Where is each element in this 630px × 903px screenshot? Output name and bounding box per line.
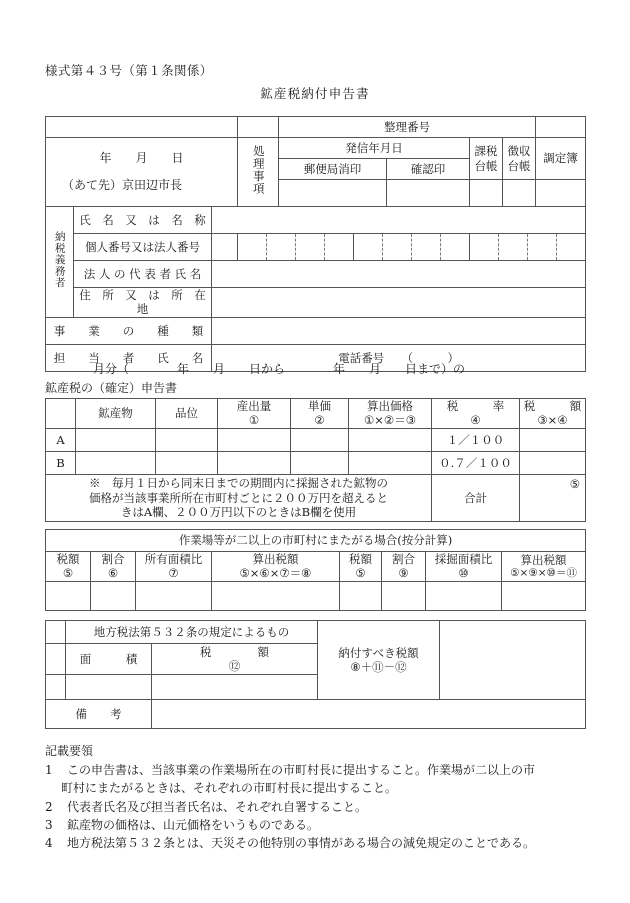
- taxpayer-number-box-2[interactable]: [267, 234, 296, 260]
- appo-header-6-l2: ⑩: [458, 566, 469, 581]
- mineral-tax-amount-header-l1: 税 額: [523, 399, 582, 413]
- instructions-section: [45, 742, 601, 852]
- business-type-label: 事 業 の 種 類: [46, 317, 212, 344]
- collection-ledger-line2: 台帳: [507, 158, 531, 173]
- taxpayer-name-field[interactable]: [212, 207, 586, 234]
- post-office-stamp-label: 郵便局消印: [279, 159, 387, 180]
- tax-ledger-line2: 台帳: [474, 158, 498, 173]
- taxpayer-number-group-1[interactable]: [238, 234, 354, 261]
- instruction-item-1: [45, 761, 601, 797]
- taxpayer-group-label: [46, 207, 74, 318]
- instruction-item-4-line1: 地方税法第５３２条とは、天災その他特別の事情がある場合の減免規定のことである。: [67, 836, 536, 851]
- control-number-label: 整理番号: [279, 117, 536, 138]
- taxpayer-number-box-4[interactable]: [325, 234, 353, 260]
- appo-value-4[interactable]: [340, 581, 382, 610]
- instruction-item-4: [45, 834, 601, 852]
- appo-header-4: [340, 552, 382, 582]
- address-field[interactable]: [212, 288, 586, 318]
- mineral-tax-rate-header: [432, 399, 520, 429]
- law-tax-amount-label: [152, 644, 318, 675]
- payable-tax-label-l1: 納付すべき税額: [338, 645, 419, 660]
- taxpayer-number-box-0[interactable]: [212, 234, 238, 261]
- mineral-row-b-calc-price[interactable]: [349, 451, 432, 474]
- mineral-row-a-grade[interactable]: [156, 428, 218, 451]
- processing-items-text: 処理事項: [251, 145, 266, 196]
- mineral-unit-price-header-l2: ②: [314, 413, 325, 428]
- mineral-calc-price-header-l1: 算出価格: [367, 399, 413, 413]
- appo-header-1-l1: 割合: [101, 552, 125, 566]
- processing-items-label: [238, 138, 279, 207]
- appo-header-6-l1: 採掘面積比: [434, 552, 493, 566]
- mineral-total-label: 合計: [432, 474, 520, 521]
- appo-value-5[interactable]: [382, 581, 426, 610]
- mineral-calc-price-header: [349, 399, 432, 429]
- mineral-row-b-tax-rate: ０.７／１００: [432, 451, 520, 474]
- instruction-item-2-number: 2: [45, 799, 53, 814]
- bottom-left-gutter-3: [46, 675, 66, 700]
- bottom-left-gutter-2: [46, 644, 66, 675]
- mineral-usage-note-l3: きはA欄、２００万円以下のときはB欄を使用: [120, 504, 357, 519]
- appo-header-5: [382, 552, 426, 582]
- mineral-row-b-output[interactable]: [218, 451, 291, 474]
- law-tax-amount-label-l1: 税 額: [200, 644, 269, 659]
- taxpayer-number-box-3[interactable]: [296, 234, 325, 260]
- header-table: [45, 116, 586, 207]
- header-spacer: [46, 117, 238, 138]
- mineral-row-a-label: A: [46, 428, 76, 451]
- assessment-book-field[interactable]: [536, 180, 586, 207]
- tax-ledger-field[interactable]: [470, 180, 503, 207]
- taxpayer-number-box-10[interactable]: [499, 234, 528, 260]
- assessment-book-label: 調定簿: [536, 138, 586, 180]
- bottom-left-gutter: [46, 621, 66, 644]
- business-type-field[interactable]: [212, 317, 586, 344]
- contact-person-label: 担 当 者 氏 名: [46, 344, 212, 371]
- taxpayer-number-group-2[interactable]: [354, 234, 470, 261]
- header-spacer-2: [238, 117, 279, 138]
- mineral-usage-note-l1: ※ 毎月１日から同末日までの期間内に採掘された鉱物の: [89, 476, 388, 491]
- confirmation-stamp-label: 確認印: [387, 159, 470, 180]
- law-tax-amount-field[interactable]: [152, 675, 318, 700]
- taxpayer-number-box-12[interactable]: [557, 234, 585, 260]
- form-number: 様式第４３号（第１条関係）: [45, 63, 213, 78]
- mineral-output-header-l1: 産出量: [236, 399, 272, 413]
- area-label: 面 積: [66, 644, 152, 675]
- mineral-output-header-l2: ①: [248, 413, 260, 428]
- law-section-label: 地方税法第５３２条の規定によるもの: [66, 621, 318, 644]
- appo-header-2: [136, 552, 212, 582]
- taxpayer-number-label: 個人番号又は法人番号: [74, 234, 212, 261]
- mineral-usage-note-l2: 価格が当該事業所所在市町村ごとに２００万円を超えると: [89, 490, 388, 505]
- mineral-row-a-tax-amount[interactable]: [520, 428, 586, 451]
- post-office-stamp-field[interactable]: [279, 180, 387, 207]
- remarks-label: 備 考: [46, 700, 152, 729]
- appo-header-7: [502, 552, 586, 582]
- representative-name-field[interactable]: [212, 261, 586, 288]
- mineral-unit-price-header-l1: 単価: [308, 399, 331, 413]
- mineral-tax-amount-header: [520, 399, 586, 429]
- collection-ledger-line1: 徴収: [507, 144, 531, 159]
- appo-header-6: [426, 552, 502, 582]
- period-line-1: [45, 360, 585, 377]
- appo-header-2-l2: ⑦: [168, 566, 179, 581]
- appo-header-4-l1: 税額: [349, 552, 372, 566]
- mineral-unit-price-header: [291, 399, 349, 429]
- mineral-total-mark: ⑤: [569, 476, 580, 491]
- appo-value-7[interactable]: [502, 581, 586, 610]
- period-line-1-text: 月分（ 年 月 日から 年 月 日まで）の: [93, 362, 466, 376]
- instruction-item-2: [45, 798, 601, 816]
- taxpayer-number-box-8[interactable]: [441, 234, 469, 260]
- taxpayer-group-text: 納税義務者: [53, 231, 66, 289]
- appo-value-3[interactable]: [212, 581, 340, 610]
- appo-header-5-l2: ⑨: [398, 566, 409, 581]
- apportionment-table: [45, 529, 586, 611]
- mineral-calc-price-header-l2: ①×②＝③: [363, 413, 417, 428]
- header-spacer-3: [536, 117, 586, 138]
- bottom-table: [45, 620, 586, 729]
- appo-header-7-l1: 算出税額: [520, 552, 567, 567]
- tax-ledger-line1: 課税: [474, 144, 498, 159]
- mineral-row-b-unit-price[interactable]: [291, 451, 349, 474]
- mineral-row-b-name[interactable]: [76, 451, 156, 474]
- mineral-row-a-tax-rate: １／１００: [432, 428, 520, 451]
- area-field[interactable]: [66, 675, 152, 700]
- mineral-table: [45, 398, 586, 522]
- mineral-row-a-unit-price[interactable]: [291, 428, 349, 451]
- mineral-output-header: [218, 399, 291, 429]
- mineral-row-a-calc-price[interactable]: [349, 428, 432, 451]
- appo-header-0-l1: 税額: [56, 552, 80, 566]
- date-addressee-cell: [46, 138, 238, 207]
- mineral-tax-rate-header-l1: 税 率: [446, 399, 505, 413]
- law-tax-amount-label-l2: ⑫: [228, 659, 241, 673]
- payable-tax-label: [318, 621, 440, 700]
- instruction-item-1-line1: この申告書は、当該事業の作業場所在の市町村長に提出すること。作業場が二以上の市: [67, 763, 536, 778]
- apportionment-banner: 作業場等が二以上の市町村にまたがる場合(按分計算): [46, 530, 586, 552]
- mineral-name-header: 鉱産物: [76, 399, 156, 429]
- taxpayer-number-group-3[interactable]: [470, 234, 586, 261]
- appo-value-0[interactable]: [46, 581, 91, 610]
- mineral-row-b-label: B: [46, 451, 76, 474]
- mineral-total-field[interactable]: [520, 474, 586, 521]
- appo-header-3: [212, 552, 340, 582]
- dispatch-date-label: 発信年月日: [279, 138, 470, 159]
- instruction-item-2-line1: 代表者氏名及び担当者氏名は、それぞれ自署すること。: [67, 799, 368, 814]
- payable-tax-label-l2: ⑧＋⑪－⑫: [350, 660, 407, 674]
- appo-header-1-l2: ⑥: [107, 566, 119, 581]
- instruction-item-4-number: 4: [45, 836, 53, 851]
- representative-name-label: 法 人 の 代 表 者 氏 名: [74, 261, 212, 288]
- remarks-field[interactable]: [152, 700, 586, 729]
- instruction-item-3: [45, 816, 601, 834]
- collection-ledger-field[interactable]: [503, 180, 536, 207]
- mineral-tax-amount-header-l2: ③×④: [537, 413, 568, 428]
- mineral-row-b-grade[interactable]: [156, 451, 218, 474]
- address-label: 住 所 又 は 所 在 地: [74, 288, 212, 318]
- appo-header-3-l2: ⑤×⑥×⑦＝⑧: [239, 566, 312, 581]
- payable-tax-field[interactable]: [440, 621, 586, 700]
- mineral-row-label-header: [46, 399, 76, 429]
- appo-value-2[interactable]: [136, 581, 212, 610]
- appo-header-5-l1: 割合: [392, 552, 415, 566]
- instruction-item-1-line2: 町村にまたがるときは、それぞれの市町村長に提出すること。: [61, 781, 398, 796]
- taxpayer-number-box-7[interactable]: [412, 234, 441, 260]
- instruction-item-3-line1: 鉱産物の価格は、山元価格をいうものである。: [67, 817, 320, 832]
- collection-ledger-label: [503, 138, 536, 180]
- instructions-title: 記載要領: [45, 744, 94, 758]
- addressee: （あて先）京田辺市長: [62, 178, 183, 192]
- confirmation-stamp-field[interactable]: [387, 180, 470, 207]
- taxpayer-number-box-9[interactable]: [470, 234, 499, 260]
- mineral-grade-header: 品位: [156, 399, 218, 429]
- mineral-row-a-output[interactable]: [218, 428, 291, 451]
- taxpayer-number-box-6[interactable]: [383, 234, 412, 260]
- appo-header-0: [46, 552, 91, 582]
- period-line-2: 鉱産税の（確定）申告書: [45, 381, 178, 395]
- taxpayer-number-box-5[interactable]: [354, 234, 383, 260]
- date-line: 年 月 日: [99, 151, 184, 165]
- mineral-row-b-tax-amount[interactable]: [520, 451, 586, 474]
- mineral-tax-rate-header-l2: ④: [470, 413, 481, 428]
- mineral-usage-note: [46, 474, 432, 521]
- appo-value-6[interactable]: [426, 581, 502, 610]
- appo-header-3-l1: 算出税額: [252, 552, 299, 566]
- taxpayer-name-label: 氏 名 又 は 名 称: [74, 207, 212, 234]
- phone-number-label: 電話番号 （ ）: [338, 350, 459, 365]
- appo-header-2-l1: 所有面積比: [144, 552, 203, 566]
- mineral-row-a-name[interactable]: [76, 428, 156, 451]
- instruction-item-1-number: 1: [45, 763, 53, 778]
- tax-ledger-label: [470, 138, 503, 180]
- instruction-item-1-text: [61, 761, 601, 797]
- appo-header-0-l2: ⑤: [62, 566, 74, 581]
- appo-header-7-l2: ⑤×⑨×⑩＝⑪: [510, 567, 577, 579]
- appo-value-1[interactable]: [91, 581, 136, 610]
- instruction-item-3-number: 3: [45, 817, 53, 832]
- taxpayer-table: [45, 206, 586, 372]
- page-title: 鉱産税納付申告書: [260, 86, 370, 101]
- appo-header-4-l2: ⑤: [355, 566, 366, 581]
- taxpayer-number-box-1[interactable]: [238, 234, 267, 260]
- taxpayer-number-box-11[interactable]: [528, 234, 557, 260]
- appo-header-1: [91, 552, 136, 582]
